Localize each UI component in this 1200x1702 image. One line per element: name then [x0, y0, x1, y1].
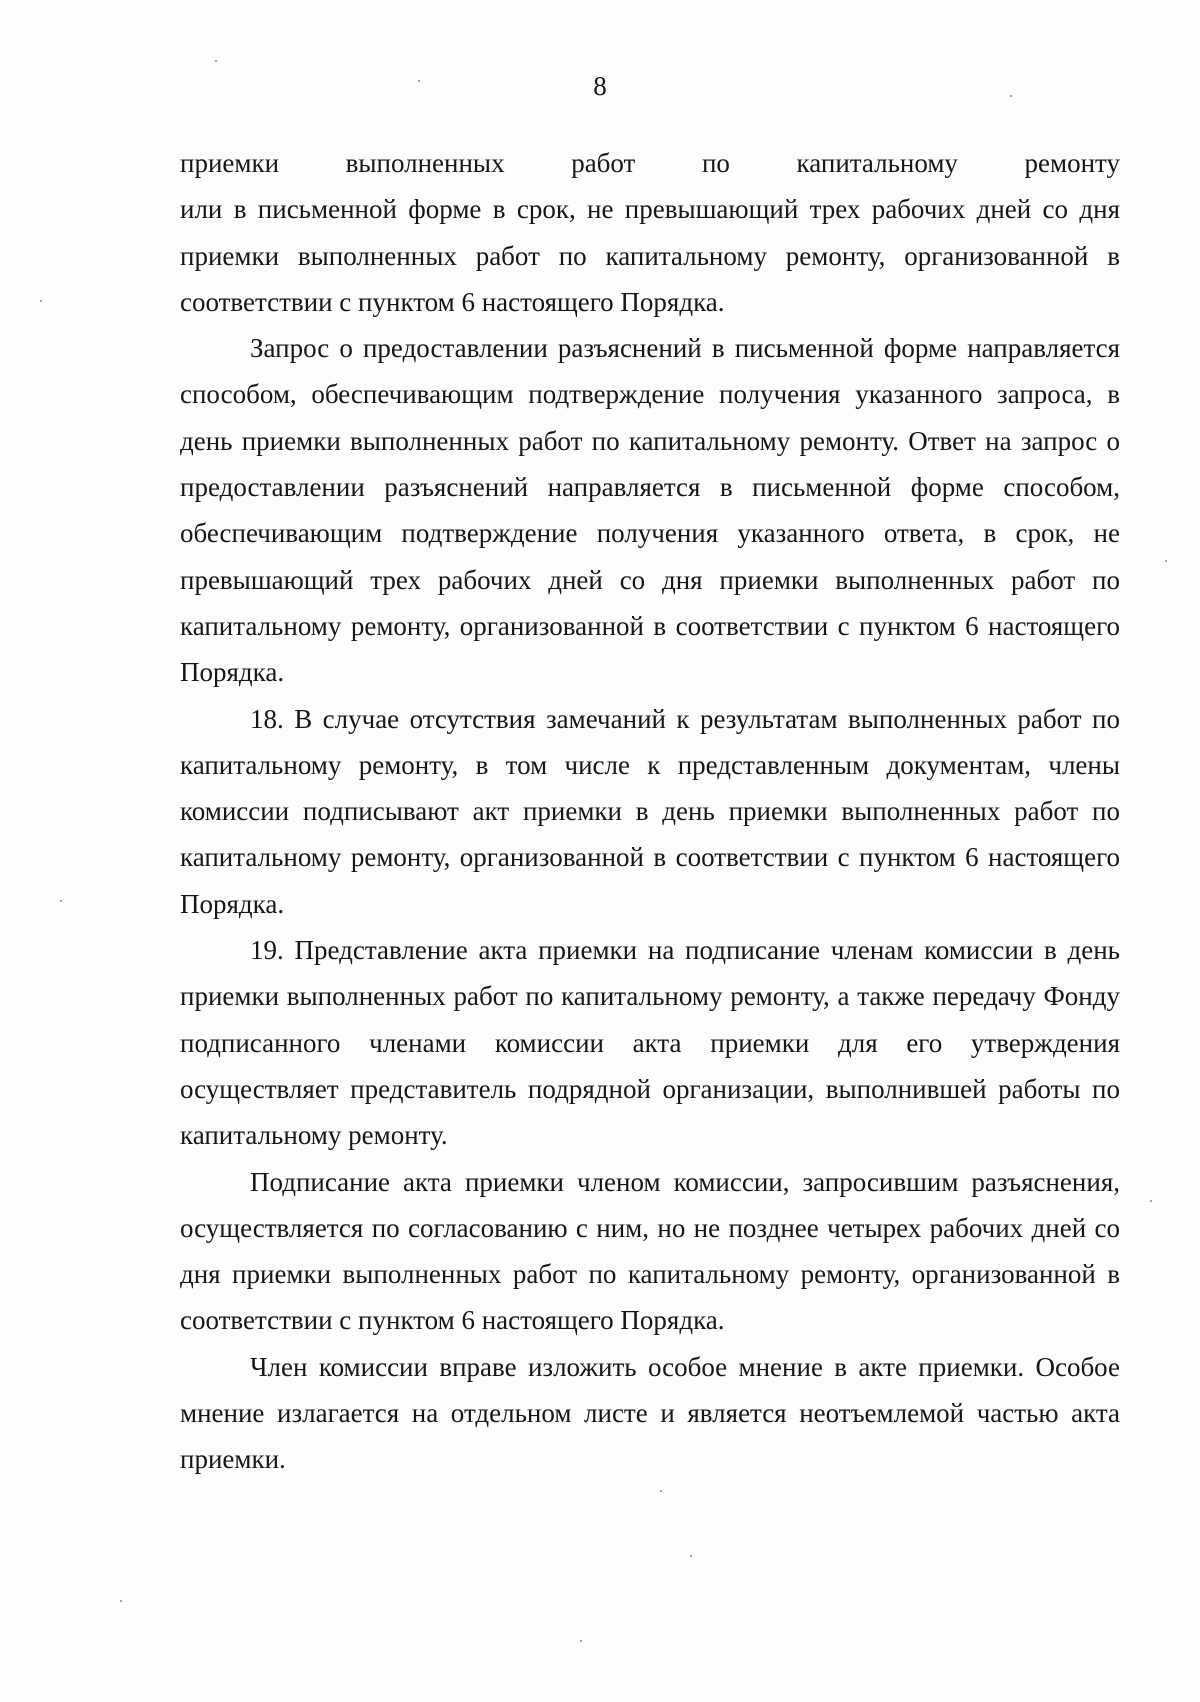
paragraph-first-line: приемки выполненных работ по капитальному ремонту: [180, 148, 1120, 178]
scan-speck: [120, 1600, 122, 1602]
scan-speck: [660, 1490, 662, 1492]
scan-speck: [1010, 95, 1012, 97]
document-body: [180, 140, 1120, 1483]
paragraph-continuation: [180, 140, 1120, 325]
scan-speck: [60, 900, 62, 902]
scan-speck: [40, 300, 42, 302]
scan-speck: [690, 1555, 692, 1557]
scan-speck: [418, 80, 420, 82]
paragraph-dissenting-opinion: Член комиссии вправе изложить особое мнение в акте приемки. Особое мнение излагается на отдельном листе и является неотъемлемой частью акта приемки.: [180, 1351, 1120, 1475]
scan-speck: [580, 1640, 582, 1642]
scan-speck: [1150, 1200, 1152, 1202]
paragraph-item-18: 18. В случае отсутствия замечаний к результатам выполненных работ по капитальному ремонту, в том числе к представленным документам, члены комиссии подписывают акт приемки в день приемки выполненных работ по капитальному ремонту, организованной в соответствии с пунктом 6 настоящего Порядка.: [180, 703, 1120, 919]
page-number: 8: [593, 71, 607, 101]
paragraph-clarification-request: Запрос о предоставлении разъяснений в письменной форме направляется способом, обеспечивающим подтверждение получения указанного запроса, в день приемки выполненных работ по капитальному ремонту. Ответ на запрос о предоставлении разъяснений направляется в письменной форме способом, обеспечивающим подтверждение получения указанного ответа, в срок, не превышающий трех рабочих дней со дня приемки выполненных работ по капитальному ремонту, организованной в соответствии с пунктом 6 настоящего Порядка.: [180, 333, 1120, 688]
scan-speck: [215, 60, 217, 62]
paragraph-text: или в письменной форме в срок, не превышающий трех рабочих дней со дня приемки выполненных работ по капитальному ремонту, организованной в соответствии с пунктом 6 настоящего Порядка.: [180, 194, 1120, 317]
paragraph-signing: Подписание акта приемки членом комиссии, запросившим разъяснения, осуществляется по согласованию с ним, но не позднее четырех рабочих дней со дня приемки выполненных работ по капитальному ремонту, организованной в соответствии с пунктом 6 настоящего Порядка.: [180, 1166, 1120, 1336]
scan-speck: [1165, 560, 1167, 562]
paragraph-item-19: 19. Представление акта приемки на подписание членам комиссии в день приемки выполненных работ по капитальному ремонту, а также передачу Фонду подписанного членами комиссии акта приемки для его утверждения осуществляет представитель подрядной организации, выполнившей работы по капитальному ремонту.: [180, 935, 1120, 1151]
